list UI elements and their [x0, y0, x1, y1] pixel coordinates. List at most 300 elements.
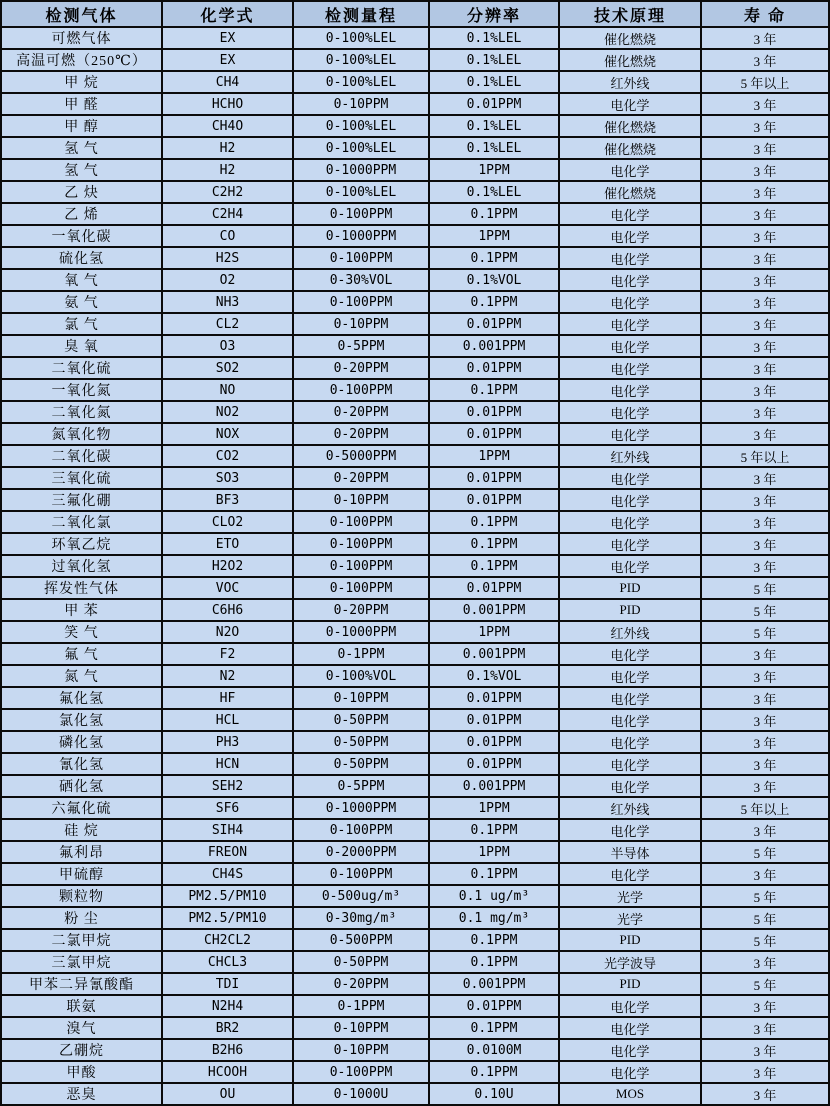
principle-cell: 光学波导	[559, 951, 701, 973]
range-cell: 0-100PPM	[293, 291, 429, 313]
resolution-cell: 0.01PPM	[429, 357, 559, 379]
table-row	[1, 907, 829, 929]
resolution-cell: 0.001PPM	[429, 775, 559, 797]
principle-cell: 电化学	[559, 687, 701, 709]
formula-cell: H2	[162, 137, 293, 159]
range-cell: 0-10PPM	[293, 93, 429, 115]
table-row	[1, 445, 829, 467]
principle-cell: 电化学	[559, 467, 701, 489]
principle-cell: 电化学	[559, 511, 701, 533]
principle-cell: 催化燃烧	[559, 181, 701, 203]
principle-cell: 电化学	[559, 401, 701, 423]
principle-cell: 电化学	[559, 247, 701, 269]
gas-name-cell: 氮氧化物	[1, 423, 162, 445]
gas-name-cell: 过氧化氢	[1, 555, 162, 577]
table-row	[1, 819, 829, 841]
formula-cell: HCN	[162, 753, 293, 775]
range-cell: 0-100PPM	[293, 533, 429, 555]
column-header-formula: 化学式	[162, 1, 293, 27]
principle-cell: 电化学	[559, 555, 701, 577]
range-cell: 0-100%LEL	[293, 181, 429, 203]
table-row	[1, 533, 829, 555]
resolution-cell: 0.1%LEL	[429, 71, 559, 93]
principle-cell: 红外线	[559, 797, 701, 819]
resolution-cell: 0.01PPM	[429, 489, 559, 511]
range-cell: 0-500ug/m³	[293, 885, 429, 907]
gas-name-cell: 氯 气	[1, 313, 162, 335]
resolution-cell: 0.1 ug/m³	[429, 885, 559, 907]
gas-name-cell: 环氧乙烷	[1, 533, 162, 555]
range-cell: 0-100%LEL	[293, 49, 429, 71]
lifespan-cell: 3 年	[701, 49, 829, 71]
table-row	[1, 1017, 829, 1039]
formula-cell: SEH2	[162, 775, 293, 797]
resolution-cell: 0.001PPM	[429, 335, 559, 357]
lifespan-cell: 3 年	[701, 291, 829, 313]
gas-name-cell: 二氧化碳	[1, 445, 162, 467]
range-cell: 0-5PPM	[293, 775, 429, 797]
formula-cell: C6H6	[162, 599, 293, 621]
gas-name-cell: 二氧化硫	[1, 357, 162, 379]
table-row	[1, 731, 829, 753]
formula-cell: CHCL3	[162, 951, 293, 973]
principle-cell: PID	[559, 973, 701, 995]
gas-name-cell: 二氯甲烷	[1, 929, 162, 951]
principle-cell: 红外线	[559, 71, 701, 93]
table-row	[1, 1039, 829, 1061]
range-cell: 0-10PPM	[293, 489, 429, 511]
formula-cell: NH3	[162, 291, 293, 313]
gas-name-cell: 二氧化氮	[1, 401, 162, 423]
resolution-cell: 0.1PPM	[429, 555, 559, 577]
range-cell: 0-50PPM	[293, 951, 429, 973]
gas-name-cell: 甲 醇	[1, 115, 162, 137]
resolution-cell: 0.01PPM	[429, 753, 559, 775]
lifespan-cell: 3 年	[701, 489, 829, 511]
resolution-cell: 0.1%LEL	[429, 49, 559, 71]
principle-cell: MOS	[559, 1083, 701, 1105]
range-cell: 0-20PPM	[293, 357, 429, 379]
gas-name-cell: 挥发性气体	[1, 577, 162, 599]
resolution-cell: 1PPM	[429, 621, 559, 643]
formula-cell: N2	[162, 665, 293, 687]
lifespan-cell: 3 年	[701, 643, 829, 665]
range-cell: 0-100%VOL	[293, 665, 429, 687]
lifespan-cell: 3 年	[701, 665, 829, 687]
gas-name-cell: 硒化氢	[1, 775, 162, 797]
lifespan-cell: 3 年	[701, 181, 829, 203]
gas-name-cell: 粉 尘	[1, 907, 162, 929]
resolution-cell: 0.01PPM	[429, 423, 559, 445]
resolution-cell: 0.1PPM	[429, 1017, 559, 1039]
gas-name-cell: 氢 气	[1, 159, 162, 181]
principle-cell: 电化学	[559, 775, 701, 797]
gas-name-cell: 联氨	[1, 995, 162, 1017]
lifespan-cell: 3 年	[701, 335, 829, 357]
table-row	[1, 753, 829, 775]
gas-name-cell: 恶臭	[1, 1083, 162, 1105]
formula-cell: F2	[162, 643, 293, 665]
lifespan-cell: 5 年	[701, 929, 829, 951]
table-row	[1, 71, 829, 93]
resolution-cell: 0.01PPM	[429, 995, 559, 1017]
gas-name-cell: 甲 苯	[1, 599, 162, 621]
lifespan-cell: 3 年	[701, 1039, 829, 1061]
table-row	[1, 181, 829, 203]
lifespan-cell: 3 年	[701, 1061, 829, 1083]
formula-cell: HCL	[162, 709, 293, 731]
lifespan-cell: 3 年	[701, 555, 829, 577]
resolution-cell: 0.001PPM	[429, 599, 559, 621]
formula-cell: BF3	[162, 489, 293, 511]
lifespan-cell: 3 年	[701, 269, 829, 291]
table-row	[1, 621, 829, 643]
table-row	[1, 599, 829, 621]
header-row	[1, 1, 829, 27]
range-cell: 0-10PPM	[293, 687, 429, 709]
gas-name-cell: 甲硫醇	[1, 863, 162, 885]
table-row	[1, 247, 829, 269]
table-row	[1, 423, 829, 445]
principle-cell: 电化学	[559, 203, 701, 225]
table-row	[1, 49, 829, 71]
table-row	[1, 577, 829, 599]
resolution-cell: 0.1PPM	[429, 1061, 559, 1083]
formula-cell: BR2	[162, 1017, 293, 1039]
range-cell: 0-10PPM	[293, 313, 429, 335]
gas-name-cell: 颗粒物	[1, 885, 162, 907]
gas-name-cell: 乙 烯	[1, 203, 162, 225]
resolution-cell: 0.1%LEL	[429, 27, 559, 49]
gas-name-cell: 臭 氧	[1, 335, 162, 357]
table-row	[1, 643, 829, 665]
range-cell: 0-100PPM	[293, 1061, 429, 1083]
table-row	[1, 269, 829, 291]
gas-name-cell: 氮 气	[1, 665, 162, 687]
formula-cell: CH4S	[162, 863, 293, 885]
range-cell: 0-100PPM	[293, 379, 429, 401]
principle-cell: PID	[559, 577, 701, 599]
resolution-cell: 1PPM	[429, 445, 559, 467]
gas-name-cell: 乙硼烷	[1, 1039, 162, 1061]
table-row	[1, 93, 829, 115]
gas-name-cell: 磷化氢	[1, 731, 162, 753]
formula-cell: N2H4	[162, 995, 293, 1017]
range-cell: 0-500PPM	[293, 929, 429, 951]
resolution-cell: 0.01PPM	[429, 731, 559, 753]
lifespan-cell: 3 年	[701, 115, 829, 137]
table-row	[1, 555, 829, 577]
gas-name-cell: 三氯甲烷	[1, 951, 162, 973]
formula-cell: B2H6	[162, 1039, 293, 1061]
range-cell: 0-100PPM	[293, 863, 429, 885]
principle-cell: 电化学	[559, 335, 701, 357]
principle-cell: 电化学	[559, 423, 701, 445]
resolution-cell: 0.1%VOL	[429, 665, 559, 687]
formula-cell: SO3	[162, 467, 293, 489]
range-cell: 0-100PPM	[293, 511, 429, 533]
table-row	[1, 687, 829, 709]
gas-name-cell: 一氧化氮	[1, 379, 162, 401]
formula-cell: HCOOH	[162, 1061, 293, 1083]
formula-cell: SO2	[162, 357, 293, 379]
gas-name-cell: 氯化氢	[1, 709, 162, 731]
lifespan-cell: 3 年	[701, 467, 829, 489]
lifespan-cell: 3 年	[701, 247, 829, 269]
resolution-cell: 0.01PPM	[429, 401, 559, 423]
table-row	[1, 115, 829, 137]
table-header	[1, 1, 829, 27]
table-row	[1, 137, 829, 159]
formula-cell: HF	[162, 687, 293, 709]
table-row	[1, 885, 829, 907]
range-cell: 0-20PPM	[293, 973, 429, 995]
range-cell: 0-2000PPM	[293, 841, 429, 863]
resolution-cell: 0.01PPM	[429, 687, 559, 709]
principle-cell: 电化学	[559, 643, 701, 665]
range-cell: 0-20PPM	[293, 599, 429, 621]
resolution-cell: 0.1PPM	[429, 863, 559, 885]
lifespan-cell: 5 年	[701, 973, 829, 995]
lifespan-cell: 3 年	[701, 1017, 829, 1039]
formula-cell: CO2	[162, 445, 293, 467]
lifespan-cell: 3 年	[701, 379, 829, 401]
resolution-cell: 0.1PPM	[429, 291, 559, 313]
formula-cell: NO2	[162, 401, 293, 423]
table-row	[1, 203, 829, 225]
lifespan-cell: 3 年	[701, 313, 829, 335]
formula-cell: H2O2	[162, 555, 293, 577]
formula-cell: CL2	[162, 313, 293, 335]
range-cell: 0-1000PPM	[293, 797, 429, 819]
resolution-cell: 0.01PPM	[429, 709, 559, 731]
lifespan-cell: 3 年	[701, 863, 829, 885]
formula-cell: H2	[162, 159, 293, 181]
principle-cell: 电化学	[559, 709, 701, 731]
principle-cell: 电化学	[559, 731, 701, 753]
resolution-cell: 0.1PPM	[429, 203, 559, 225]
table-row	[1, 467, 829, 489]
lifespan-cell: 3 年	[701, 995, 829, 1017]
formula-cell: TDI	[162, 973, 293, 995]
table-row	[1, 357, 829, 379]
table-row	[1, 863, 829, 885]
gas-name-cell: 笑 气	[1, 621, 162, 643]
lifespan-cell: 3 年	[701, 511, 829, 533]
principle-cell: 电化学	[559, 313, 701, 335]
gas-name-cell: 硫化氢	[1, 247, 162, 269]
formula-cell: SIH4	[162, 819, 293, 841]
table-row	[1, 511, 829, 533]
range-cell: 0-5PPM	[293, 335, 429, 357]
principle-cell: 催化燃烧	[559, 49, 701, 71]
range-cell: 0-100PPM	[293, 247, 429, 269]
formula-cell: VOC	[162, 577, 293, 599]
formula-cell: NOX	[162, 423, 293, 445]
column-header-lifespan: 寿 命	[701, 1, 829, 27]
principle-cell: 电化学	[559, 269, 701, 291]
resolution-cell: 0.01PPM	[429, 93, 559, 115]
resolution-cell: 0.1%VOL	[429, 269, 559, 291]
table-row	[1, 291, 829, 313]
range-cell: 0-100PPM	[293, 555, 429, 577]
table-row	[1, 709, 829, 731]
gas-name-cell: 甲酸	[1, 1061, 162, 1083]
gas-name-cell: 氰化氢	[1, 753, 162, 775]
range-cell: 0-1PPM	[293, 995, 429, 1017]
formula-cell: EX	[162, 27, 293, 49]
resolution-cell: 0.1PPM	[429, 511, 559, 533]
table-row	[1, 401, 829, 423]
lifespan-cell: 5 年	[701, 577, 829, 599]
formula-cell: H2S	[162, 247, 293, 269]
lifespan-cell: 3 年	[701, 775, 829, 797]
principle-cell: 电化学	[559, 159, 701, 181]
gas-name-cell: 一氧化碳	[1, 225, 162, 247]
lifespan-cell: 5 年	[701, 885, 829, 907]
principle-cell: 电化学	[559, 489, 701, 511]
gas-name-cell: 氟利昂	[1, 841, 162, 863]
resolution-cell: 0.1%LEL	[429, 137, 559, 159]
lifespan-cell: 3 年	[701, 203, 829, 225]
range-cell: 0-30%VOL	[293, 269, 429, 291]
lifespan-cell: 3 年	[701, 423, 829, 445]
principle-cell: 光学	[559, 885, 701, 907]
resolution-cell: 0.1PPM	[429, 929, 559, 951]
range-cell: 0-100%LEL	[293, 27, 429, 49]
lifespan-cell: 5 年	[701, 599, 829, 621]
formula-cell: PM2.5/PM10	[162, 885, 293, 907]
resolution-cell: 0.1 mg/m³	[429, 907, 559, 929]
principle-cell: 电化学	[559, 533, 701, 555]
formula-cell: HCHO	[162, 93, 293, 115]
lifespan-cell: 3 年	[701, 1083, 829, 1105]
column-header-resolution: 分辨率	[429, 1, 559, 27]
formula-cell: CH4O	[162, 115, 293, 137]
formula-cell: PM2.5/PM10	[162, 907, 293, 929]
principle-cell: 电化学	[559, 1017, 701, 1039]
range-cell: 0-1000PPM	[293, 225, 429, 247]
lifespan-cell: 3 年	[701, 27, 829, 49]
range-cell: 0-30mg/m³	[293, 907, 429, 929]
resolution-cell: 1PPM	[429, 797, 559, 819]
table-row	[1, 775, 829, 797]
resolution-cell: 0.1PPM	[429, 247, 559, 269]
table-row	[1, 951, 829, 973]
formula-cell: OU	[162, 1083, 293, 1105]
range-cell: 0-20PPM	[293, 401, 429, 423]
lifespan-cell: 3 年	[701, 93, 829, 115]
gas-name-cell: 三氧化硫	[1, 467, 162, 489]
table-row	[1, 929, 829, 951]
principle-cell: 催化燃烧	[559, 27, 701, 49]
principle-cell: 电化学	[559, 819, 701, 841]
table-row	[1, 995, 829, 1017]
lifespan-cell: 5 年以上	[701, 71, 829, 93]
table-row	[1, 313, 829, 335]
lifespan-cell: 5 年	[701, 621, 829, 643]
lifespan-cell: 3 年	[701, 225, 829, 247]
formula-cell: NO	[162, 379, 293, 401]
principle-cell: 光学	[559, 907, 701, 929]
lifespan-cell: 5 年以上	[701, 797, 829, 819]
principle-cell: 电化学	[559, 753, 701, 775]
principle-cell: 电化学	[559, 1039, 701, 1061]
table-row	[1, 159, 829, 181]
range-cell: 0-1000U	[293, 1083, 429, 1105]
principle-cell: 电化学	[559, 995, 701, 1017]
gas-name-cell: 甲 烷	[1, 71, 162, 93]
lifespan-cell: 3 年	[701, 951, 829, 973]
resolution-cell: 0.01PPM	[429, 313, 559, 335]
lifespan-cell: 3 年	[701, 533, 829, 555]
table-row	[1, 973, 829, 995]
table-row	[1, 489, 829, 511]
range-cell: 0-50PPM	[293, 753, 429, 775]
gas-name-cell: 氧 气	[1, 269, 162, 291]
resolution-cell: 0.1%LEL	[429, 115, 559, 137]
formula-cell: C2H2	[162, 181, 293, 203]
range-cell: 0-1PPM	[293, 643, 429, 665]
lifespan-cell: 3 年	[701, 137, 829, 159]
gas-name-cell: 氨 气	[1, 291, 162, 313]
principle-cell: 电化学	[559, 291, 701, 313]
range-cell: 0-100PPM	[293, 577, 429, 599]
principle-cell: 半导体	[559, 841, 701, 863]
range-cell: 0-5000PPM	[293, 445, 429, 467]
lifespan-cell: 3 年	[701, 357, 829, 379]
resolution-cell: 0.10U	[429, 1083, 559, 1105]
gas-name-cell: 氟化氢	[1, 687, 162, 709]
formula-cell: CO	[162, 225, 293, 247]
gas-name-cell: 乙 炔	[1, 181, 162, 203]
range-cell: 0-100PPM	[293, 819, 429, 841]
principle-cell: 红外线	[559, 445, 701, 467]
table-row	[1, 665, 829, 687]
formula-cell: O2	[162, 269, 293, 291]
range-cell: 0-50PPM	[293, 709, 429, 731]
table-row	[1, 27, 829, 49]
table-row	[1, 225, 829, 247]
lifespan-cell: 3 年	[701, 731, 829, 753]
lifespan-cell: 3 年	[701, 819, 829, 841]
range-cell: 0-100%LEL	[293, 71, 429, 93]
principle-cell: 电化学	[559, 379, 701, 401]
principle-cell: 电化学	[559, 225, 701, 247]
principle-cell: 电化学	[559, 665, 701, 687]
resolution-cell: 1PPM	[429, 159, 559, 181]
gas-name-cell: 甲苯二异氰酸酯	[1, 973, 162, 995]
lifespan-cell: 3 年	[701, 401, 829, 423]
table-row	[1, 1061, 829, 1083]
range-cell: 0-10PPM	[293, 1039, 429, 1061]
gas-name-cell: 高温可燃（250℃）	[1, 49, 162, 71]
formula-cell: EX	[162, 49, 293, 71]
gas-name-cell: 六氟化硫	[1, 797, 162, 819]
column-header-principle: 技术原理	[559, 1, 701, 27]
lifespan-cell: 3 年	[701, 709, 829, 731]
gas-name-cell: 可燃气体	[1, 27, 162, 49]
principle-cell: 电化学	[559, 863, 701, 885]
resolution-cell: 1PPM	[429, 225, 559, 247]
range-cell: 0-20PPM	[293, 423, 429, 445]
table-row	[1, 797, 829, 819]
formula-cell: N2O	[162, 621, 293, 643]
gas-name-cell: 溴气	[1, 1017, 162, 1039]
formula-cell: C2H4	[162, 203, 293, 225]
resolution-cell: 0.1PPM	[429, 951, 559, 973]
lifespan-cell: 5 年	[701, 841, 829, 863]
